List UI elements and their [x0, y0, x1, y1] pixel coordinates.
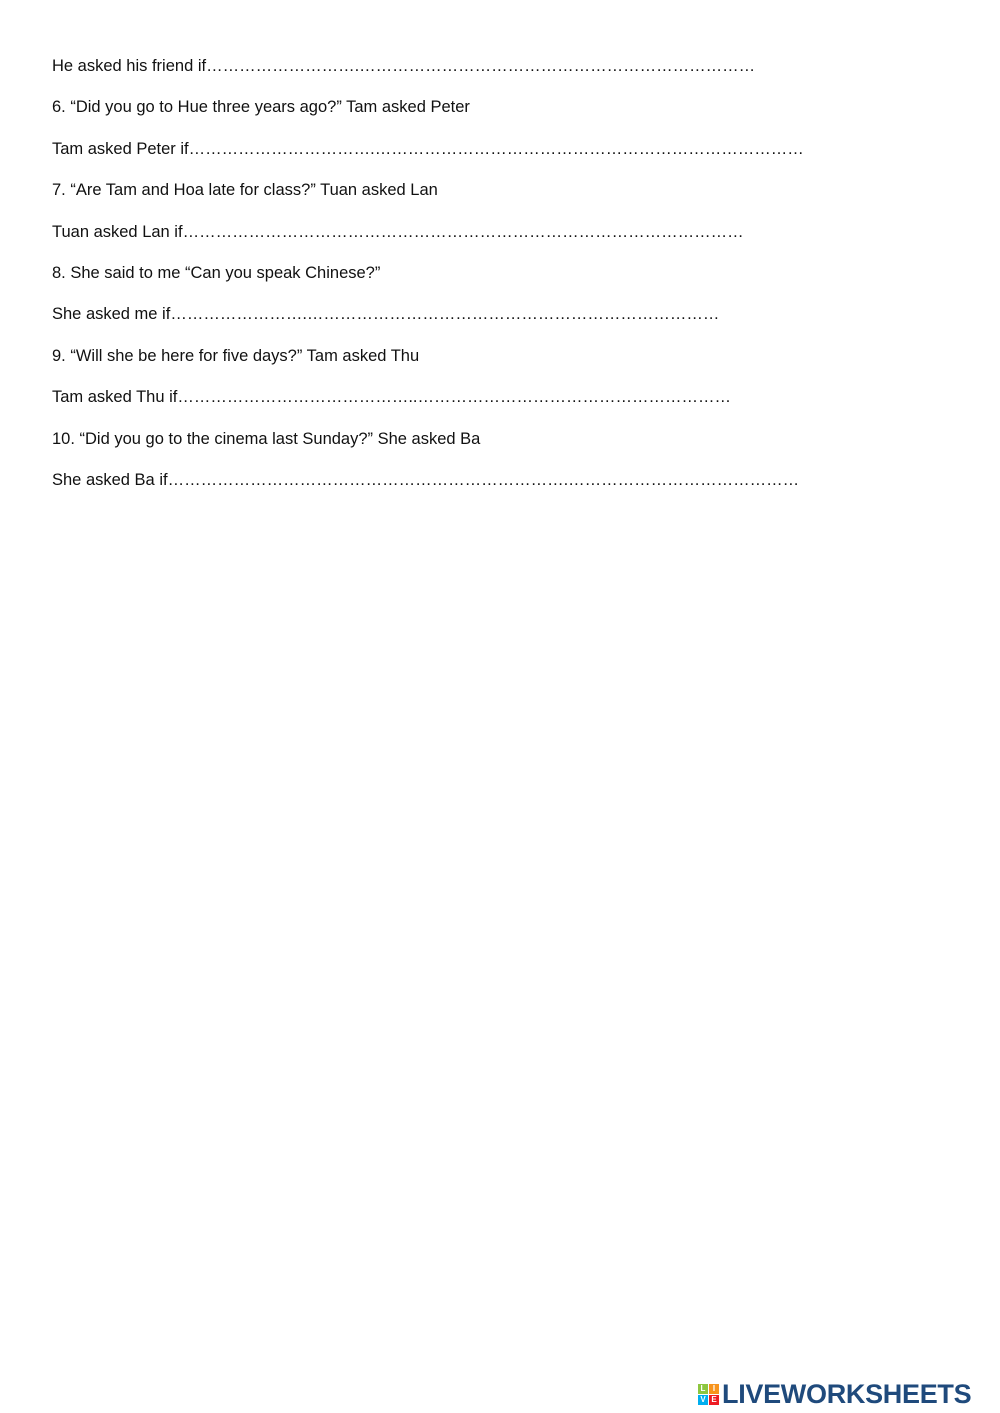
question-text: 6. “Did you go to Hue three years ago?” Tam asked Peter	[52, 98, 470, 117]
logo-wordmark: LIVEWORKSHEETS	[722, 1378, 972, 1409]
question-9	[52, 346, 952, 366]
answer-blank[interactable]: …………………….…………………………………………………………………	[170, 305, 720, 324]
logo-letter-e: E	[709, 1395, 719, 1405]
answer-blank[interactable]: ……………………………………..…………………………………………………	[177, 388, 732, 407]
logo-letter-l: L	[698, 1384, 708, 1394]
answer-line-7	[52, 222, 952, 242]
answer-blank[interactable]: …………………………….……………………………………………………………………	[188, 139, 804, 158]
answer-line-6	[52, 139, 952, 159]
answer-prompt: Tuan asked Lan if	[52, 222, 183, 241]
question-text: 10. “Did you go to the cinema last Sunday?” She asked Ba	[52, 429, 481, 448]
answer-line-8	[52, 304, 952, 324]
answer-prompt: She asked me if	[52, 305, 171, 324]
question-6	[52, 97, 952, 117]
answer-prompt: She asked Ba if	[52, 470, 168, 489]
question-text: 8. She said to me “Can you speak Chinese?”	[52, 263, 381, 282]
answer-prompt: He asked his friend if	[52, 57, 207, 75]
question-7	[52, 180, 952, 200]
answer-prompt: Tam asked Thu if	[52, 388, 178, 407]
question-10	[52, 429, 952, 449]
question-8	[52, 263, 952, 283]
answer-line-10	[52, 470, 952, 490]
liveworksheets-logo	[698, 1379, 971, 1409]
answer-line-9	[52, 387, 952, 407]
logo-mark-icon	[698, 1384, 719, 1405]
answer-blank[interactable]: ……………………….………………………………………………………………	[206, 57, 756, 75]
worksheet-body	[52, 56, 952, 511]
answer-prompt: Tam asked Peter if	[52, 139, 189, 158]
question-text: 7. “Are Tam and Hoa late for class?” Tuan asked Lan	[52, 181, 438, 200]
answer-line-5	[52, 56, 952, 76]
answer-blank[interactable]: ……………………………………………………………….……………………………………	[167, 470, 800, 489]
answer-blank[interactable]: …………………………………………………………………………………………	[182, 222, 744, 241]
logo-letter-v: V	[698, 1395, 708, 1405]
logo-letter-i: I	[709, 1384, 719, 1394]
question-text: 9. “Will she be here for five days?” Tam asked Thu	[52, 346, 420, 365]
